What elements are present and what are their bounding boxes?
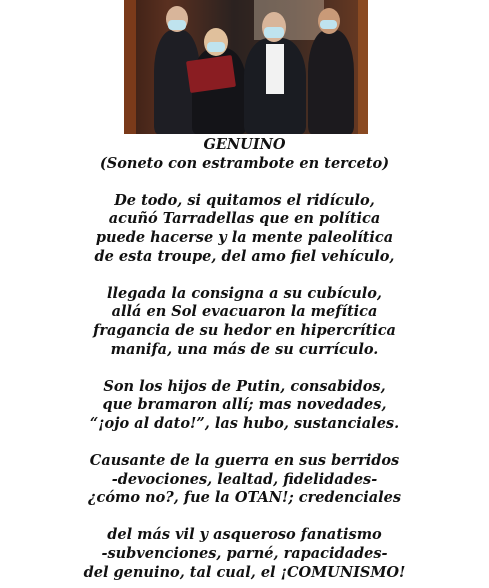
- photo-shirt: [266, 44, 284, 94]
- verse-line: acuñó Tarradellas que en política: [108, 210, 381, 228]
- photo-mask: [207, 42, 225, 52]
- photo-red-folder: [186, 55, 236, 93]
- verse-line: puede hacerse y la mente paleolítica: [95, 228, 394, 246]
- photo-mask: [168, 20, 186, 30]
- photo-door-frame-left: [124, 0, 136, 134]
- stanza-2: [0, 285, 489, 359]
- stanza-3: [0, 378, 489, 434]
- poem-title: GENUINO: [203, 136, 286, 153]
- photo-person-right: [308, 30, 354, 134]
- header-photo: [124, 0, 368, 134]
- photo-door-frame-right: [358, 0, 368, 134]
- verse-line: de esta troupe, del amo fiel vehículo,: [94, 247, 395, 265]
- verse-line: del más vil y asqueroso fanatismo: [107, 526, 382, 544]
- verse-line: allá en Sol evacuaron la mefítica: [111, 303, 378, 321]
- stanza-1: [0, 192, 489, 266]
- verse-line: De todo, si quitamos el ridículo,: [114, 191, 375, 209]
- verse-line: ¿cómo no?, fue la OTAN!; credenciales: [88, 489, 401, 507]
- poem-subtitle: (Soneto con estrambote en terceto): [99, 154, 390, 172]
- verse-line: Son los hijos de Putin, consabidos,: [103, 377, 386, 395]
- verse-line: “¡ojo al dato!”, las hubo, sustanciales.: [89, 414, 400, 432]
- stanza-4: [0, 452, 489, 508]
- verse-line: llegada la consigna a su cubículo,: [107, 284, 382, 302]
- verse-line: que bramaron allí; mas novedades,: [102, 396, 387, 414]
- stanza-5: [0, 526, 489, 582]
- photo-mask: [320, 20, 337, 29]
- poem: [0, 136, 489, 582]
- verse-line: Causante de la guerra en sus berridos: [89, 452, 400, 470]
- verse-line: del genuino, tal cual, el ¡COMUNISMO!: [83, 563, 406, 581]
- verse-line: -subvenciones, parné, rapacidades-: [101, 545, 388, 563]
- verse-line: manifa, una más de su currículo.: [110, 340, 379, 358]
- photo-mask: [264, 27, 284, 38]
- verse-line: -devociones, lealtad, fidelidades-: [111, 470, 378, 488]
- verse-line: fragancia de su hedor en hipercrítica: [93, 321, 396, 339]
